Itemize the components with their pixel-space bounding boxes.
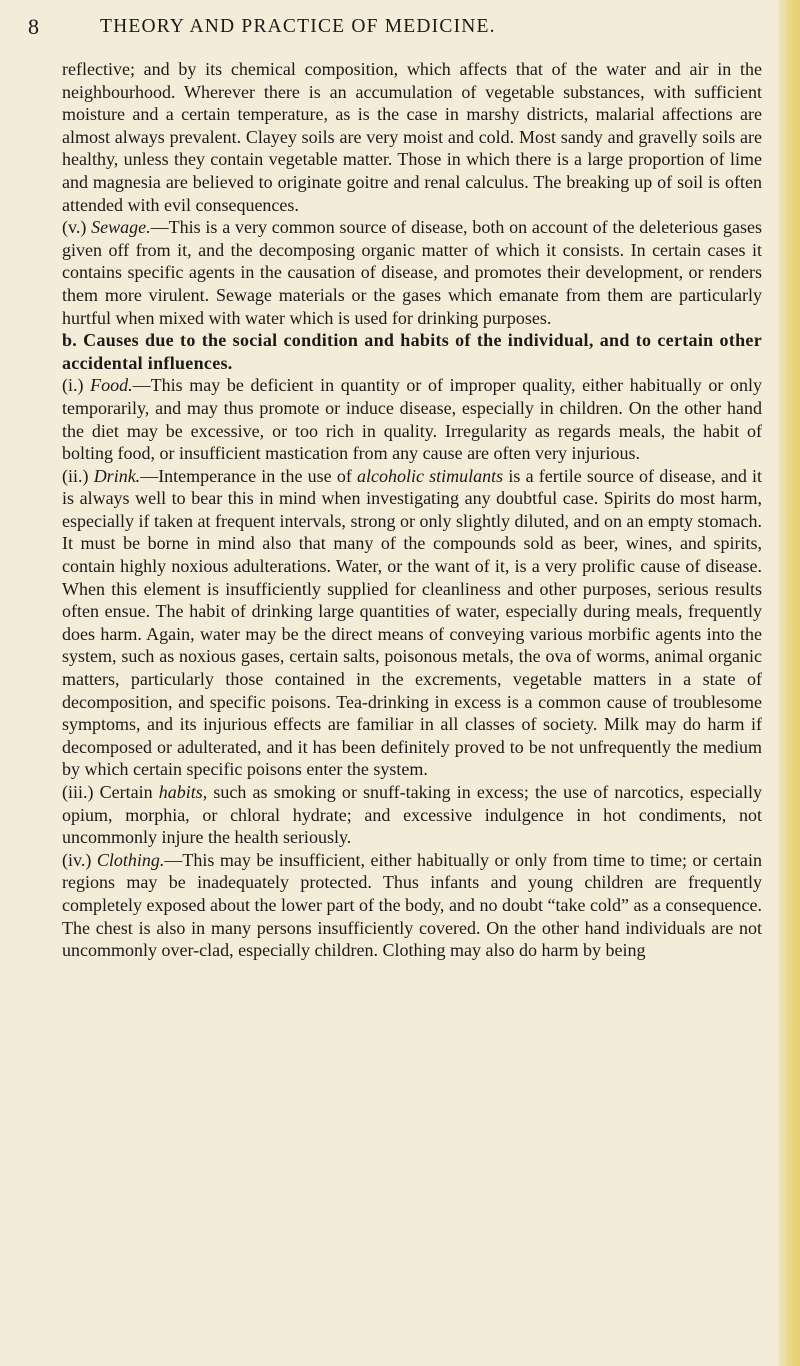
item-text: is a fertile source of disease, and it is always well to bear this in mind when investigating any doubtful case. Spirits do most harm, especially if taken at frequent intervals, strong or only slightly diluted, and on an empty stomach. It must be borne in mind also that many of the compounds sold as beer, wines, and spirits, contain highly noxious adulterations. Water, or the want of it, is a very prolific cause of disease. When this element is insufficiently supplied for cleanliness and other purposes, serious results often ensue. The habit of drinking large quantities of water, especially during meals, frequently does harm. Again, water may be the direct means of conveying various morbific agents into the system, such as noxious gases, certain salts, poisonous metals, the ova of worms, animal organic matters, particularly those contained in the excrements, vegetable matters in a state of decomposition, and specific poisons. Tea-drinking in excess is a common cause of troublesome symptoms, and its injurious effects are familiar in all classes of society. Milk may do harm if decomposed or adulterated, and it has been definitely proved to be not unfrequently the medium by which certain specific poisons enter the system. (62, 465, 763, 780)
paragraph-drink (62, 465, 762, 781)
paragraph-clothing (62, 849, 762, 962)
item-text: —Intemperance in the use of (140, 465, 352, 486)
running-title: THEORY AND PRACTICE OF MEDICINE. (100, 16, 496, 37)
item-text: Certain (99, 782, 153, 802)
item-term: Drink. (93, 465, 141, 486)
item-number: (iii.) (62, 782, 94, 802)
item-term: habits, (158, 782, 208, 802)
paragraph-habits (62, 781, 762, 849)
section-heading-b: b. Causes due to the social condition and habits of the individual, and to certain other accidental influences. (62, 330, 762, 373)
item-text: such as smoking or snuff-taking in excess; the use of narcotics, especially opium, morphia, or chloral hydrate; and excessive indulgence in hot condiments, not uncommonly injure the health seriously. (62, 782, 762, 848)
item-term: Food. (90, 375, 133, 396)
item-term: Sewage. (91, 217, 151, 238)
item-text: —This may be deficient in quantity or of improper quality, either habitually or only temporarily, and may thus promote or induce disease, especially in children. On the other hand the diet may be excessive, or too rich in quality. Irregularity as regards meals, the habit of bolting food, or insufficient mastication from any cause are often very injurious. (62, 375, 763, 464)
item-number: (i.) (62, 375, 84, 396)
item-text: —This may be insufficient, either habitually or only from time to time; or certain regions may be inadequately protected. Thus infants and young children are frequently completely exposed about the lower part of the body, and no doubt “take cold” as a consequence. The chest is also in many persons insufficiently covered. On the other hand individuals are not uncommonly over-clad, especially children. Clothing may also do harm by being (62, 849, 762, 961)
paragraph-soil: reflective; and by its chemical composition, which affects that of the water and air in the neighbourhood. Wherever there is an accumulation of vegetable substances, with sufficient moisture and a certain temperature, as is the case in marshy districts, malarial affections are almost always prevalent. Clayey soils are very moist and cold. Most sandy and gravelly soils are healthy, unless they contain vegetable matter. Those in which there is a large proportion of lime and magnesia are believed to originate goitre and renal calculus. The breaking up of soil is often attended with evil consequences. (62, 59, 762, 215)
paragraph-sewage (62, 216, 762, 329)
item-number: (v.) (62, 217, 87, 238)
item-number: (iv.) (62, 849, 92, 870)
item-text: —This is a very common source of disease, both on account of the deleterious gases given off from it, and the decomposing organic matter of which it consists. In certain cases it contains specific agents in the causation of disease, and promotes their development, or renders them more virulent. Sewage materials or the gases which emanate from them are particularly hurtful when mixed with water which is used for drinking purposes. (62, 217, 762, 328)
item-term: Clothing. (96, 849, 165, 870)
page-header (28, 14, 768, 44)
item-term-secondary: alcoholic stimulants (357, 465, 504, 486)
paragraph-food (62, 374, 762, 464)
page-edge (778, 0, 800, 1366)
body-text (62, 58, 762, 962)
item-number: (ii.) (62, 465, 89, 486)
page-number: 8 (28, 14, 41, 39)
